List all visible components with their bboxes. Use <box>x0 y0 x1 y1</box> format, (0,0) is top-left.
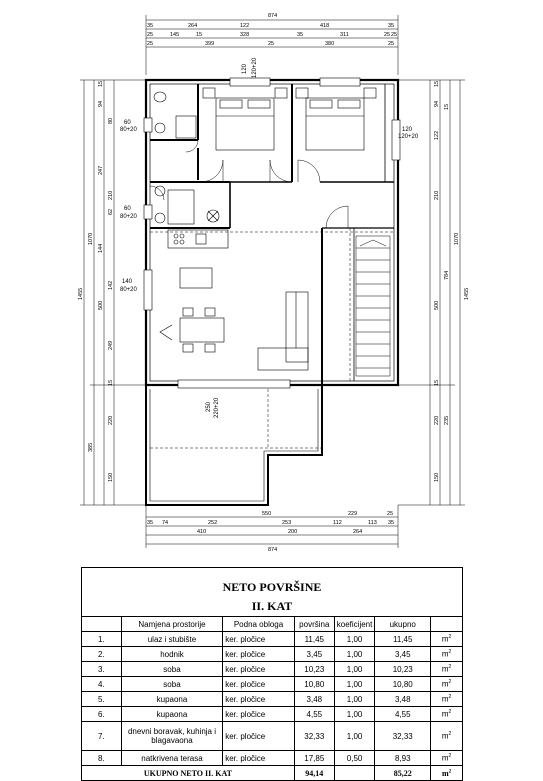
header-cell: ukupno <box>375 617 431 632</box>
opening-label: 250 <box>206 401 212 412</box>
unit-text: m <box>441 709 449 719</box>
row-number: 3. <box>82 662 122 677</box>
unit <box>431 647 463 662</box>
floor-finish: ker. pločice <box>223 677 295 692</box>
dim-label: 145 <box>170 32 180 38</box>
table-row <box>82 751 463 766</box>
unit-exponent: 2 <box>448 753 452 760</box>
dim-label: 25 <box>147 32 154 38</box>
dim-label: 15 <box>434 80 440 87</box>
table-subtitle: II. KAT <box>82 596 463 617</box>
floor-finish: ker. pločice <box>223 647 295 662</box>
dim-label: 35 <box>297 32 304 38</box>
dim-label: 550 <box>262 511 272 517</box>
unit-text: m <box>441 731 449 741</box>
dim-label: 25 <box>268 41 275 47</box>
room-area: 3,48 <box>294 692 334 707</box>
dims-top-row2 <box>147 32 397 38</box>
room-total: 11,45 <box>375 632 431 647</box>
unit <box>431 632 463 647</box>
row-number: 1. <box>82 632 122 647</box>
floor-finish: ker. pločice <box>223 632 295 647</box>
room-area: 32,33 <box>294 722 334 751</box>
total-label: UKUPNO NETO II. KAT <box>82 766 295 781</box>
unit-text: m <box>441 664 449 674</box>
dim-label: 150 <box>108 472 114 482</box>
dim-label: 500 <box>434 300 440 310</box>
dim-label: 15 <box>444 103 450 110</box>
total-area: 94,14 <box>294 766 334 781</box>
dim-label: 113 <box>368 520 377 526</box>
dim-label: 15 <box>108 379 114 386</box>
room-name: kupaona <box>121 692 222 707</box>
row-number: 4. <box>82 677 122 692</box>
room-total: 10,23 <box>375 662 431 677</box>
unit-text: m <box>441 679 449 689</box>
area-table <box>81 567 463 781</box>
unit-exponent: 2 <box>448 768 452 774</box>
dims-bottom-rows <box>147 511 394 553</box>
dim-right-sub1: 1070 <box>454 232 460 245</box>
dim-label: 264 <box>188 23 198 29</box>
dim-label: 15 <box>98 80 104 87</box>
header-cell: površina <box>294 617 334 632</box>
table-title: NETO POVRŠINE <box>82 568 463 597</box>
room-area: 3,45 <box>294 647 334 662</box>
dim-label: 142 <box>108 280 114 290</box>
opening-label: 220+20 <box>214 397 220 418</box>
room-area: 10,80 <box>294 677 334 692</box>
bed-2 <box>296 88 376 150</box>
dim-label: 229 <box>348 511 358 517</box>
dim-label: 210 <box>108 190 114 200</box>
dining-table <box>160 308 224 352</box>
dim-label: 210 <box>434 190 440 200</box>
bathroom-fixtures <box>154 92 219 224</box>
row-number: 2. <box>82 647 122 662</box>
dim-label: 311 <box>340 32 349 38</box>
coefficient: 1,00 <box>334 692 375 707</box>
coefficient: 1,00 <box>334 647 375 662</box>
coefficient: 1,00 <box>334 677 375 692</box>
opening-label: 140 <box>122 279 133 285</box>
dim-left-sub1: 1070 <box>88 232 94 245</box>
dim-label: 94 <box>434 100 440 107</box>
table-header-row <box>82 617 463 632</box>
opening-label: 120 <box>402 127 413 133</box>
dim-label: 15 <box>196 32 203 38</box>
dim-label: 399 <box>205 41 215 47</box>
bed-1 <box>203 88 287 150</box>
dim-label: 25 <box>147 41 154 47</box>
total-net: 85,22 <box>375 766 431 781</box>
dim-label: 418 <box>320 23 330 29</box>
coefficient: 1,00 <box>334 632 375 647</box>
dim-label: 122 <box>240 23 250 29</box>
dim-label: 74 <box>162 520 169 526</box>
unit <box>431 722 463 751</box>
room-name: kupaona <box>121 707 222 722</box>
room-name: hodnik <box>121 647 222 662</box>
opening-label: 120+20 <box>252 57 258 78</box>
room-area: 11,45 <box>294 632 334 647</box>
unit-exponent: 2 <box>448 679 452 686</box>
header-cell: Podna obloga <box>223 617 295 632</box>
kitchen <box>168 230 228 288</box>
dim-left-total: 1455 <box>78 287 84 300</box>
dim-label: 35 <box>147 520 154 526</box>
dim-label: 144 <box>98 243 104 253</box>
dim-label: 253 <box>282 520 292 526</box>
unit-exponent: 2 <box>448 634 452 641</box>
dim-label: 35 <box>147 23 154 29</box>
unit-text: m <box>441 649 449 659</box>
dim-label: 249 <box>108 340 114 350</box>
room-total: 3,48 <box>375 692 431 707</box>
dim-label: 264 <box>353 529 363 535</box>
floor-finish: ker. pločice <box>223 692 295 707</box>
dimensions-right <box>398 80 465 505</box>
dim-label: 35 <box>388 23 395 29</box>
row-number: 5. <box>82 692 122 707</box>
unit-text: m <box>441 634 449 644</box>
unit-exponent: 2 <box>448 649 452 656</box>
unit-exponent: 2 <box>448 709 452 716</box>
dim-label: 252 <box>208 520 218 526</box>
coefficient: 1,00 <box>334 722 375 751</box>
room-total: 3,45 <box>375 647 431 662</box>
header-cell <box>82 617 122 632</box>
dims-left-rows <box>98 81 114 482</box>
dim-label: 200 <box>288 529 298 535</box>
table-row <box>82 632 463 647</box>
dim-top-total: 874 <box>268 13 278 19</box>
opening-label: 80+20 <box>120 127 137 133</box>
dimensions-bottom <box>146 505 398 548</box>
unit-text: m <box>441 768 449 778</box>
room-name: soba <box>121 662 222 677</box>
table-row <box>82 707 463 722</box>
row-number: 7. <box>82 722 122 751</box>
unit <box>431 677 463 692</box>
dim-label: 122 <box>434 130 440 140</box>
opening-label: 120 <box>242 63 248 74</box>
dim-label: 150 <box>434 472 440 482</box>
table-row <box>82 722 463 751</box>
unit-exponent: 2 <box>448 694 452 701</box>
dim-label: 328 <box>240 32 250 38</box>
unit <box>431 662 463 677</box>
unit <box>431 751 463 766</box>
opening-label: 60 <box>124 120 131 126</box>
header-cell <box>431 617 463 632</box>
hidden-lines <box>150 228 394 448</box>
floor-finish: ker. pločice <box>223 662 295 677</box>
dims-right-rows <box>434 81 470 482</box>
staircase <box>356 236 390 376</box>
opening-label: 80+20 <box>120 214 137 220</box>
unit-text: m <box>441 694 449 704</box>
floor-finish: ker. pločice <box>223 722 295 751</box>
room-area: 10,23 <box>294 662 334 677</box>
opening-label: 120+20 <box>398 134 419 140</box>
dim-label: 500 <box>98 300 104 310</box>
floor-finish: ker. pločice <box>223 707 295 722</box>
dim-label: 380 <box>325 41 335 47</box>
dim-label: 25 <box>391 32 398 38</box>
unit-exponent: 2 <box>448 731 452 738</box>
windows <box>144 78 400 388</box>
unit-exponent: 2 <box>448 664 452 671</box>
row-number: 8. <box>82 751 122 766</box>
table-row <box>82 692 463 707</box>
dim-label: 235 <box>444 415 450 425</box>
dim-label: 35 <box>388 520 395 526</box>
dim-label: 25 <box>388 41 395 47</box>
opening-labels <box>120 57 419 418</box>
dim-right-total: 1455 <box>464 287 470 300</box>
opening-label: 80+20 <box>120 287 137 293</box>
room-name: soba <box>121 677 222 692</box>
table-row <box>82 662 463 677</box>
dim-right-sub2: 784 <box>444 270 450 280</box>
dim-label: 25 <box>384 32 391 38</box>
dim-label: 25 <box>387 511 394 517</box>
dim-bottom-total: 874 <box>268 547 278 553</box>
row-number: 6. <box>82 707 122 722</box>
dim-label: 410 <box>197 529 207 535</box>
dims-top-row1 <box>147 23 394 29</box>
floor-finish: ker. pločice <box>223 751 295 766</box>
coefficient: 1,00 <box>334 707 375 722</box>
dim-label: 94 <box>98 100 104 107</box>
room-total: 10,80 <box>375 677 431 692</box>
dims-top-row3 <box>147 41 394 47</box>
room-name: dnevni boravak, kuhinja i blagavaonа <box>121 722 222 751</box>
dim-label: 220 <box>108 415 114 425</box>
unit-text: m <box>441 753 449 763</box>
table-row <box>82 677 463 692</box>
room-area: 4,55 <box>294 707 334 722</box>
room-total: 32,33 <box>375 722 431 751</box>
dim-label: 62 <box>108 208 114 215</box>
header-cell: koeficijent <box>334 617 375 632</box>
coefficient: 0,50 <box>334 751 375 766</box>
dim-label: 15 <box>434 379 440 386</box>
room-total: 4,55 <box>375 707 431 722</box>
walls <box>146 80 398 505</box>
dim-label: 112 <box>333 520 342 526</box>
dim-label: 80 <box>108 117 114 124</box>
dim-label: 247 <box>98 165 104 175</box>
opening-label: 60 <box>124 206 131 212</box>
room-name: ulaz i stubište <box>121 632 222 647</box>
sofa <box>258 292 308 370</box>
dim-label: 220 <box>434 415 440 425</box>
table-row <box>82 647 463 662</box>
room-area: 17,85 <box>294 751 334 766</box>
unit <box>431 692 463 707</box>
coefficient: 1,00 <box>334 662 375 677</box>
room-total: 8,93 <box>375 751 431 766</box>
room-name: natkrivena terasa <box>121 751 222 766</box>
header-cell: Namjena prostorije <box>121 617 222 632</box>
doors <box>150 140 348 228</box>
dim-left-sub2: 385 <box>88 442 94 452</box>
unit <box>431 707 463 722</box>
